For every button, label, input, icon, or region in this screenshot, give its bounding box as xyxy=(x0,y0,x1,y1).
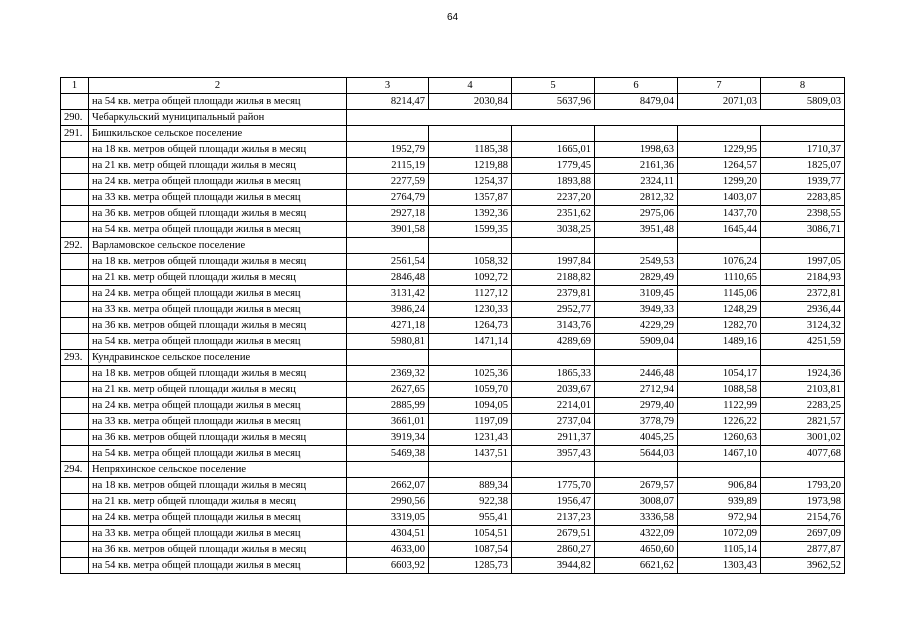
table-row xyxy=(61,478,845,494)
value-cell: 1219,88 xyxy=(429,158,512,174)
value-cell xyxy=(595,126,678,142)
value-cell: 1260,63 xyxy=(678,430,761,446)
value-cell xyxy=(347,350,429,366)
table-row xyxy=(61,398,845,414)
value-cell: 3661,01 xyxy=(347,414,429,430)
column-header: 3 xyxy=(347,78,429,94)
row-name: Кундравинское сельское поселение xyxy=(89,350,347,366)
row-name: на 24 кв. метра общей площади жилья в месяц xyxy=(89,510,347,526)
value-cell: 1865,33 xyxy=(512,366,595,382)
value-cell xyxy=(678,350,761,366)
row-name: на 33 кв. метра общей площади жилья в месяц xyxy=(89,526,347,542)
row-number xyxy=(61,286,89,302)
table-row xyxy=(61,382,845,398)
value-cell: 4251,59 xyxy=(761,334,845,350)
value-cell: 1054,17 xyxy=(678,366,761,382)
value-cell: 3986,24 xyxy=(347,302,429,318)
row-name: на 33 кв. метра общей площади жилья в месяц xyxy=(89,190,347,206)
value-cell xyxy=(429,238,512,254)
value-cell: 4304,51 xyxy=(347,526,429,542)
value-cell: 4289,69 xyxy=(512,334,595,350)
value-cell xyxy=(595,238,678,254)
value-cell: 1437,70 xyxy=(678,206,761,222)
value-cell: 955,41 xyxy=(429,510,512,526)
value-cell: 2764,79 xyxy=(347,190,429,206)
value-cell: 2103,81 xyxy=(761,382,845,398)
row-number xyxy=(61,366,89,382)
value-cell: 1282,70 xyxy=(678,318,761,334)
value-cell: 2877,87 xyxy=(761,542,845,558)
value-cell: 2039,67 xyxy=(512,382,595,398)
value-cell xyxy=(512,238,595,254)
value-cell xyxy=(429,462,512,478)
value-cell: 2679,51 xyxy=(512,526,595,542)
value-cell: 1997,05 xyxy=(761,254,845,270)
value-cell: 2846,48 xyxy=(347,270,429,286)
row-name: на 21 кв. метр общей площади жилья в месяц xyxy=(89,158,347,174)
row-name: на 21 кв. метр общей площади жилья в месяц xyxy=(89,494,347,510)
table-row xyxy=(61,510,845,526)
value-cell: 1076,24 xyxy=(678,254,761,270)
value-cell: 1145,06 xyxy=(678,286,761,302)
row-name: на 24 кв. метра общей площади жилья в месяц xyxy=(89,286,347,302)
row-number: 292. xyxy=(61,238,89,254)
value-cell: 2283,85 xyxy=(761,190,845,206)
value-cell: 1489,16 xyxy=(678,334,761,350)
table-row xyxy=(61,190,845,206)
row-name: на 18 кв. метров общей площади жилья в месяц xyxy=(89,478,347,494)
table-row xyxy=(61,494,845,510)
value-cell xyxy=(678,462,761,478)
group-row xyxy=(61,350,845,366)
table-row xyxy=(61,158,845,174)
table-row xyxy=(61,206,845,222)
row-number xyxy=(61,510,89,526)
row-number xyxy=(61,174,89,190)
value-cell: 1952,79 xyxy=(347,142,429,158)
value-cell: 3086,71 xyxy=(761,222,845,238)
value-cell: 3143,76 xyxy=(512,318,595,334)
value-cell xyxy=(595,350,678,366)
table-header-row xyxy=(61,78,845,94)
value-cell xyxy=(429,126,512,142)
value-cell: 1437,51 xyxy=(429,446,512,462)
empty-cell xyxy=(595,110,678,126)
value-cell: 2927,18 xyxy=(347,206,429,222)
value-cell: 1231,43 xyxy=(429,430,512,446)
column-header: 1 xyxy=(61,78,89,94)
value-cell: 2990,56 xyxy=(347,494,429,510)
value-cell: 1893,88 xyxy=(512,174,595,190)
section-row xyxy=(61,110,845,126)
value-cell: 1357,87 xyxy=(429,190,512,206)
row-number xyxy=(61,542,89,558)
empty-cell xyxy=(347,110,429,126)
value-cell: 2184,93 xyxy=(761,270,845,286)
row-name: на 36 кв. метров общей площади жилья в месяц xyxy=(89,542,347,558)
column-header: 7 xyxy=(678,78,761,94)
value-cell: 1229,95 xyxy=(678,142,761,158)
row-name: на 21 кв. метр общей площади жилья в месяц xyxy=(89,270,347,286)
value-cell: 2398,55 xyxy=(761,206,845,222)
row-number xyxy=(61,526,89,542)
value-cell: 4229,29 xyxy=(595,318,678,334)
value-cell: 5980,81 xyxy=(347,334,429,350)
table-row xyxy=(61,270,845,286)
value-cell: 2952,77 xyxy=(512,302,595,318)
value-cell: 1825,07 xyxy=(761,158,845,174)
value-cell: 2351,62 xyxy=(512,206,595,222)
value-cell: 3001,02 xyxy=(761,430,845,446)
value-cell xyxy=(761,126,845,142)
row-name: на 24 кв. метра общей площади жилья в месяц xyxy=(89,174,347,190)
tariff-table xyxy=(60,77,845,574)
value-cell: 1467,10 xyxy=(678,446,761,462)
table-row xyxy=(61,174,845,190)
value-cell xyxy=(512,126,595,142)
table-row xyxy=(61,286,845,302)
empty-cell xyxy=(761,110,845,126)
value-cell: 2071,03 xyxy=(678,94,761,110)
value-cell: 2911,37 xyxy=(512,430,595,446)
value-cell: 5909,04 xyxy=(595,334,678,350)
value-cell: 2137,23 xyxy=(512,510,595,526)
value-cell: 3962,52 xyxy=(761,558,845,574)
row-name: на 21 кв. метр общей площади жилья в месяц xyxy=(89,382,347,398)
column-header: 6 xyxy=(595,78,678,94)
value-cell: 2283,25 xyxy=(761,398,845,414)
value-cell: 1105,14 xyxy=(678,542,761,558)
row-number xyxy=(61,414,89,430)
value-cell: 3319,05 xyxy=(347,510,429,526)
value-cell: 1127,12 xyxy=(429,286,512,302)
value-cell: 922,38 xyxy=(429,494,512,510)
group-row xyxy=(61,238,845,254)
group-row xyxy=(61,462,845,478)
value-cell: 1973,98 xyxy=(761,494,845,510)
group-row xyxy=(61,126,845,142)
table-row xyxy=(61,414,845,430)
page-number: 64 xyxy=(446,12,459,23)
row-number xyxy=(61,446,89,462)
value-cell: 3778,79 xyxy=(595,414,678,430)
value-cell: 2627,65 xyxy=(347,382,429,398)
value-cell: 1264,73 xyxy=(429,318,512,334)
value-cell: 2237,20 xyxy=(512,190,595,206)
value-cell xyxy=(512,462,595,478)
row-name: на 54 кв. метра общей площади жилья в месяц xyxy=(89,446,347,462)
row-name: на 18 кв. метров общей площади жилья в месяц xyxy=(89,254,347,270)
value-cell: 2379,81 xyxy=(512,286,595,302)
value-cell: 4322,09 xyxy=(595,526,678,542)
value-cell: 1793,20 xyxy=(761,478,845,494)
value-cell: 4271,18 xyxy=(347,318,429,334)
row-number xyxy=(61,558,89,574)
value-cell: 1471,14 xyxy=(429,334,512,350)
value-cell xyxy=(761,238,845,254)
value-cell xyxy=(678,238,761,254)
row-name: на 33 кв. метра общей площади жилья в месяц xyxy=(89,414,347,430)
row-name: на 33 кв. метра общей площади жилья в месяц xyxy=(89,302,347,318)
value-cell: 6603,92 xyxy=(347,558,429,574)
value-cell: 1122,99 xyxy=(678,398,761,414)
row-number xyxy=(61,158,89,174)
value-cell: 1072,09 xyxy=(678,526,761,542)
value-cell: 1094,05 xyxy=(429,398,512,414)
row-number xyxy=(61,190,89,206)
value-cell: 2446,48 xyxy=(595,366,678,382)
table-row xyxy=(61,302,845,318)
value-cell: 939,89 xyxy=(678,494,761,510)
value-cell: 2372,81 xyxy=(761,286,845,302)
value-cell: 2561,54 xyxy=(347,254,429,270)
value-cell: 2549,53 xyxy=(595,254,678,270)
row-number xyxy=(61,222,89,238)
value-cell xyxy=(347,462,429,478)
value-cell: 2277,59 xyxy=(347,174,429,190)
value-cell: 2030,84 xyxy=(429,94,512,110)
table-row xyxy=(61,366,845,382)
value-cell: 1197,09 xyxy=(429,414,512,430)
value-cell: 2860,27 xyxy=(512,542,595,558)
value-cell: 2812,32 xyxy=(595,190,678,206)
value-cell: 3951,48 xyxy=(595,222,678,238)
value-cell: 1264,57 xyxy=(678,158,761,174)
row-name: на 54 кв. метра общей площади жилья в месяц xyxy=(89,222,347,238)
empty-cell xyxy=(678,110,761,126)
value-cell: 3131,42 xyxy=(347,286,429,302)
value-cell: 1599,35 xyxy=(429,222,512,238)
row-number xyxy=(61,270,89,286)
value-cell: 1226,22 xyxy=(678,414,761,430)
row-number: 294. xyxy=(61,462,89,478)
table-row xyxy=(61,222,845,238)
value-cell: 2161,36 xyxy=(595,158,678,174)
value-cell: 1054,51 xyxy=(429,526,512,542)
value-cell: 8479,04 xyxy=(595,94,678,110)
row-number xyxy=(61,478,89,494)
row-name: на 24 кв. метра общей площади жилья в месяц xyxy=(89,398,347,414)
row-name: на 36 кв. метров общей площади жилья в месяц xyxy=(89,318,347,334)
value-cell xyxy=(347,238,429,254)
value-cell: 1303,43 xyxy=(678,558,761,574)
row-name: Чебаркульский муниципальный район xyxy=(89,110,347,126)
value-cell: 2697,09 xyxy=(761,526,845,542)
value-cell xyxy=(595,462,678,478)
value-cell: 2214,01 xyxy=(512,398,595,414)
column-header: 2 xyxy=(89,78,347,94)
value-cell: 2115,19 xyxy=(347,158,429,174)
value-cell: 1645,44 xyxy=(678,222,761,238)
row-number: 293. xyxy=(61,350,89,366)
value-cell: 6621,62 xyxy=(595,558,678,574)
value-cell: 2188,82 xyxy=(512,270,595,286)
column-header: 8 xyxy=(761,78,845,94)
row-number xyxy=(61,318,89,334)
value-cell: 1997,84 xyxy=(512,254,595,270)
value-cell: 1665,01 xyxy=(512,142,595,158)
row-name: на 18 кв. метров общей площади жилья в месяц xyxy=(89,142,347,158)
value-cell: 5809,03 xyxy=(761,94,845,110)
value-cell: 1025,36 xyxy=(429,366,512,382)
value-cell xyxy=(761,350,845,366)
table-row xyxy=(61,542,845,558)
value-cell: 1285,73 xyxy=(429,558,512,574)
row-number xyxy=(61,94,89,110)
value-cell: 1230,33 xyxy=(429,302,512,318)
row-name: Варламовское сельское поселение xyxy=(89,238,347,254)
row-name: на 18 кв. метров общей площади жилья в месяц xyxy=(89,366,347,382)
value-cell: 1254,37 xyxy=(429,174,512,190)
value-cell: 3008,07 xyxy=(595,494,678,510)
value-cell: 3919,34 xyxy=(347,430,429,446)
value-cell: 3957,43 xyxy=(512,446,595,462)
value-cell: 1392,36 xyxy=(429,206,512,222)
row-number xyxy=(61,334,89,350)
value-cell: 2936,44 xyxy=(761,302,845,318)
value-cell: 2369,32 xyxy=(347,366,429,382)
value-cell: 4077,68 xyxy=(761,446,845,462)
value-cell: 1956,47 xyxy=(512,494,595,510)
row-name: Бишкильское сельское поселение xyxy=(89,126,347,142)
value-cell: 2662,07 xyxy=(347,478,429,494)
value-cell: 1087,54 xyxy=(429,542,512,558)
row-number xyxy=(61,206,89,222)
value-cell: 889,34 xyxy=(429,478,512,494)
value-cell: 906,84 xyxy=(678,478,761,494)
value-cell: 1185,38 xyxy=(429,142,512,158)
value-cell: 2885,99 xyxy=(347,398,429,414)
empty-cell xyxy=(512,110,595,126)
value-cell: 1779,45 xyxy=(512,158,595,174)
value-cell: 5637,96 xyxy=(512,94,595,110)
value-cell: 1248,29 xyxy=(678,302,761,318)
row-name: на 54 кв. метра общей площади жилья в месяц xyxy=(89,558,347,574)
row-number: 291. xyxy=(61,126,89,142)
value-cell: 2979,40 xyxy=(595,398,678,414)
table-row xyxy=(61,526,845,542)
value-cell: 3901,58 xyxy=(347,222,429,238)
value-cell: 2829,49 xyxy=(595,270,678,286)
value-cell: 1939,77 xyxy=(761,174,845,190)
row-name: на 54 кв. метра общей площади жилья в месяц xyxy=(89,334,347,350)
value-cell: 4045,25 xyxy=(595,430,678,446)
value-cell: 2679,57 xyxy=(595,478,678,494)
value-cell xyxy=(512,350,595,366)
value-cell: 1924,36 xyxy=(761,366,845,382)
value-cell: 1710,37 xyxy=(761,142,845,158)
value-cell: 1775,70 xyxy=(512,478,595,494)
table-row xyxy=(61,94,845,110)
value-cell: 3109,45 xyxy=(595,286,678,302)
value-cell: 3336,58 xyxy=(595,510,678,526)
value-cell xyxy=(678,126,761,142)
value-cell: 2324,11 xyxy=(595,174,678,190)
row-number xyxy=(61,142,89,158)
value-cell: 2975,06 xyxy=(595,206,678,222)
value-cell: 3038,25 xyxy=(512,222,595,238)
value-cell: 1088,58 xyxy=(678,382,761,398)
value-cell: 1403,07 xyxy=(678,190,761,206)
value-cell: 5644,03 xyxy=(595,446,678,462)
row-number xyxy=(61,254,89,270)
value-cell: 4633,00 xyxy=(347,542,429,558)
table-row xyxy=(61,334,845,350)
empty-cell xyxy=(429,110,512,126)
row-number xyxy=(61,302,89,318)
value-cell: 972,94 xyxy=(678,510,761,526)
value-cell xyxy=(761,462,845,478)
table-row xyxy=(61,558,845,574)
value-cell xyxy=(347,126,429,142)
row-number xyxy=(61,494,89,510)
value-cell: 3124,32 xyxy=(761,318,845,334)
row-name: на 36 кв. метров общей площади жилья в месяц xyxy=(89,430,347,446)
row-name: на 54 кв. метра общей площади жилья в месяц xyxy=(89,94,347,110)
value-cell: 2737,04 xyxy=(512,414,595,430)
table-row xyxy=(61,254,845,270)
value-cell: 1059,70 xyxy=(429,382,512,398)
value-cell: 3949,33 xyxy=(595,302,678,318)
row-name: Непряхинское сельское поселение xyxy=(89,462,347,478)
value-cell: 5469,38 xyxy=(347,446,429,462)
value-cell: 2712,94 xyxy=(595,382,678,398)
value-cell: 1092,72 xyxy=(429,270,512,286)
table-row xyxy=(61,446,845,462)
value-cell: 2821,57 xyxy=(761,414,845,430)
row-number xyxy=(61,398,89,414)
table-row xyxy=(61,318,845,334)
row-number xyxy=(61,430,89,446)
value-cell xyxy=(429,350,512,366)
row-number xyxy=(61,382,89,398)
value-cell: 2154,76 xyxy=(761,510,845,526)
value-cell: 3944,82 xyxy=(512,558,595,574)
table-row xyxy=(61,142,845,158)
row-name: на 36 кв. метров общей площади жилья в месяц xyxy=(89,206,347,222)
table-row xyxy=(61,430,845,446)
value-cell: 8214,47 xyxy=(347,94,429,110)
row-number: 290. xyxy=(61,110,89,126)
column-header: 4 xyxy=(429,78,512,94)
value-cell: 1110,65 xyxy=(678,270,761,286)
value-cell: 4650,60 xyxy=(595,542,678,558)
value-cell: 1058,32 xyxy=(429,254,512,270)
table-body xyxy=(61,78,845,574)
value-cell: 1998,63 xyxy=(595,142,678,158)
value-cell: 1299,20 xyxy=(678,174,761,190)
column-header: 5 xyxy=(512,78,595,94)
